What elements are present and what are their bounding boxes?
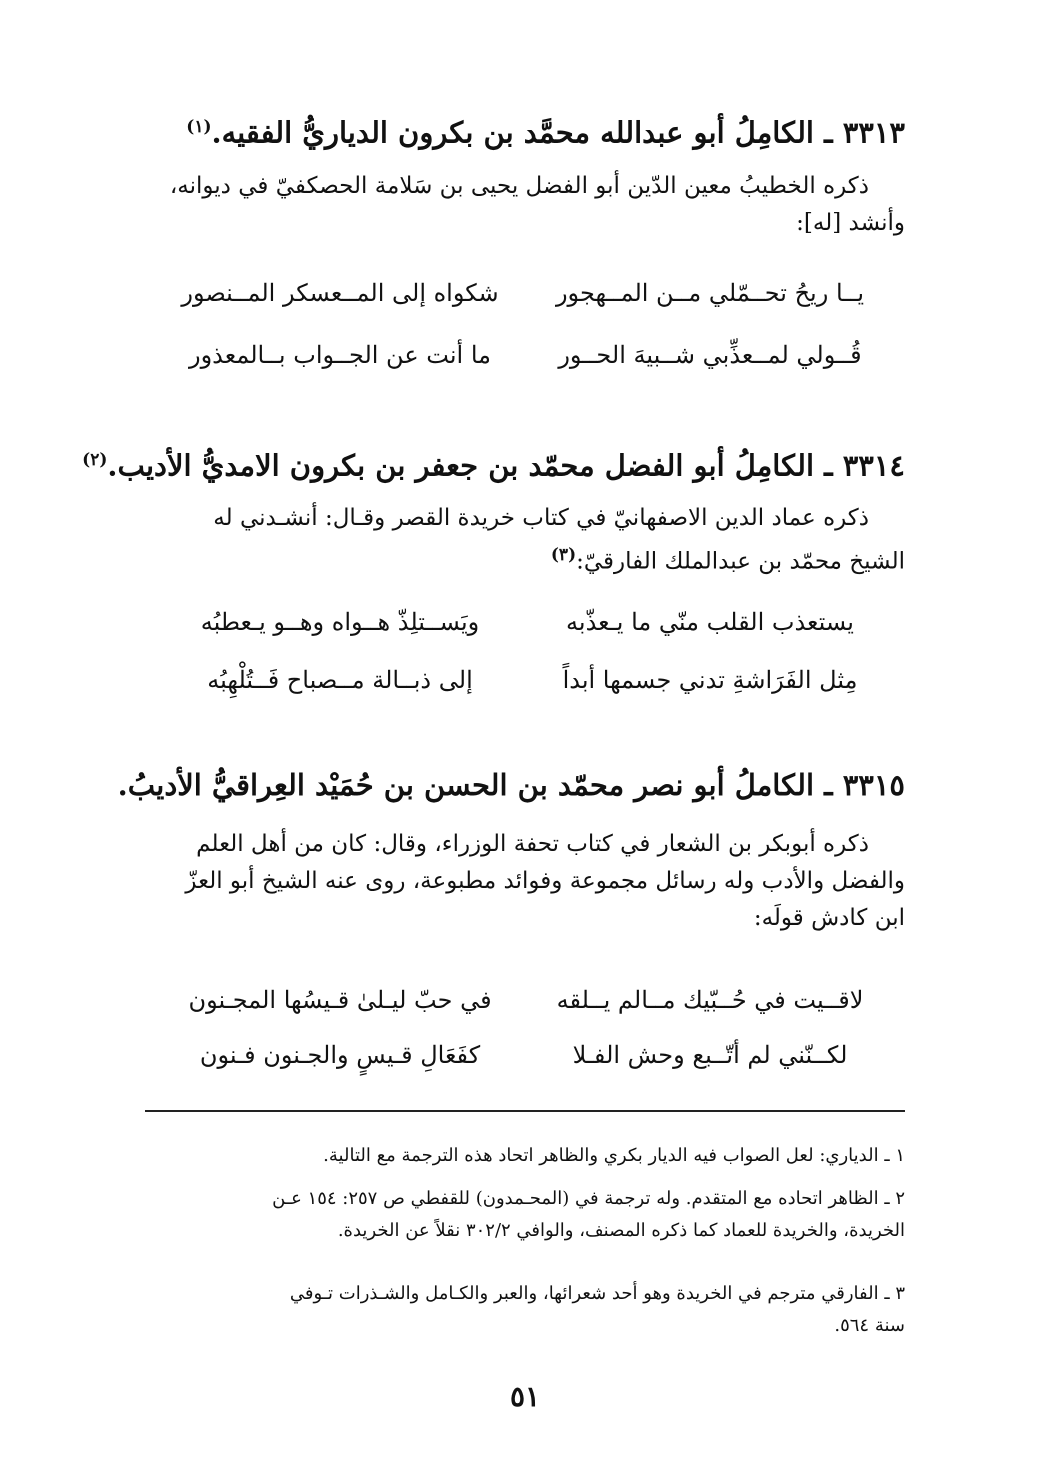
entry-title-3313	[145, 107, 905, 153]
entry-title-text: ٣٣١٥ ـ الكاملُ أبو نصر محمّد بن الحسن بن حُمَيْد العِراقيُّ الأديبُ.	[117, 768, 905, 802]
footnote-2	[145, 1183, 905, 1247]
verse-line	[145, 602, 905, 642]
paragraph-line: ذكره أبوبكر بن الشعار في كتاب تحفة الوزراء، وقال: كان من أهل العلم	[196, 831, 869, 857]
footnote-line: ٣ ـ الفارقي مترجم في الخريدة وهو أحد شعرائها، والعبر والكـامل والشـذرات تـوفي	[289, 1283, 905, 1304]
footnote-ref: (٣)	[550, 545, 577, 565]
verse-first-hemistich: يستعذب القلب منّي ما يـعذّبه	[566, 608, 854, 636]
paragraph-line: والفضل والأدب وله رسائل مجموعة وفوائد مطبوعة، روى عنه الشيخ أبو العزّ	[185, 868, 905, 894]
book-page	[82, 0, 905, 1475]
footnote-line: الخريدة، والخريدة للعماد كما ذكره المصنف، والوافي ٣٠٢/٢ نقلاً عن الخريدة.	[337, 1220, 905, 1241]
footnote-ref: (٢)	[82, 450, 108, 470]
entry-title-3315	[117, 765, 905, 805]
footnote-line: سنة ٥٦٤.	[834, 1315, 905, 1336]
verse-line	[145, 335, 905, 375]
entry-paragraph-3313	[145, 168, 905, 242]
entry-paragraph-3314	[145, 500, 905, 581]
verse-first-hemistich: قُــولي لمــعذِّبي شــبيهَ الحــور	[558, 341, 862, 369]
entry-title-3314	[82, 440, 905, 486]
entry-title-text: ٣٣١٣ ـ الكامِلُ أبو عبدالله محمَّد بن بكرون الدياريُّ الفقيه.	[211, 115, 905, 150]
verse-second-hemistich: ما أنت عن الجــواب بــالمعذور	[189, 341, 491, 369]
verse-line	[145, 273, 905, 313]
verse-second-hemistich: شكواه إلى المــعسكر المــنصور	[181, 279, 499, 307]
footnote-ref: (١)	[186, 117, 212, 137]
verse-line	[145, 660, 905, 700]
verse-second-hemistich: إلى ذبــالة مــصباح فَــتُلْهِبُه	[207, 666, 473, 694]
paragraph-line: وأنشد [له]:	[796, 210, 905, 236]
footnote-1	[145, 1140, 905, 1172]
paragraph-line: الشيخ محمّد بن عبدالملك الفارقيّ:	[576, 548, 905, 575]
verse-first-hemistich: يــا ريحُ تحــمّلي مــن المــهجور	[555, 279, 865, 307]
verse-second-hemistich: ويَســتلِذّ هــواه وهــو يـعطبُه	[200, 608, 480, 636]
footnote-line: ١ ـ الدياري: لعل الصواب فيه الديار بكري والظاهر اتحاد هذه الترجمة مع التالية.	[323, 1145, 905, 1166]
verse-second-hemistich: كفَعَالِ قـيسٍ والجـنون فـنون	[199, 1041, 481, 1069]
verse-second-hemistich: في حبّ ليـلىٰ قـيسُها المجـنون	[188, 986, 492, 1014]
verse-first-hemistich: لاقــيت في حُــبّيك مــالم يــلقه	[556, 986, 864, 1014]
entry-paragraph-3315	[145, 826, 905, 937]
verse-line	[145, 980, 905, 1020]
page-number: ٥١	[509, 1380, 541, 1413]
verse-line	[145, 1035, 905, 1075]
verse-first-hemistich: لكــنّني لم أتّــبع وحش الفـلا	[572, 1041, 848, 1069]
entry-title-text: ٣٣١٤ ـ الكامِلُ أبو الفضل محمّد بن جعفر بن بكرون الامديُّ الأديب.	[107, 448, 905, 483]
verse-first-hemistich: مِثل الفَرَاشةِ تدني جسمها أبداً	[562, 666, 858, 694]
paragraph-line: ابن كادش قولَه:	[753, 905, 905, 931]
footnote-3	[145, 1278, 905, 1342]
footnote-separator	[145, 1110, 905, 1112]
footnote-line: ٢ ـ الظاهر اتحاده مع المتقدم. وله ترجمة في (المحـمدون) للقفطي ص ٢٥٧: ١٥٤ عـن	[272, 1188, 905, 1209]
paragraph-line: ذكره عماد الدين الاصفهانيّ في كتاب خريدة القصر وقـال: أنشـدني له	[213, 505, 869, 531]
paragraph-line: ذكره الخطيبُ معين الدّين أبو الفضل يحيى بن سَلامة الحصكفيّ في ديوانه،	[169, 173, 869, 199]
